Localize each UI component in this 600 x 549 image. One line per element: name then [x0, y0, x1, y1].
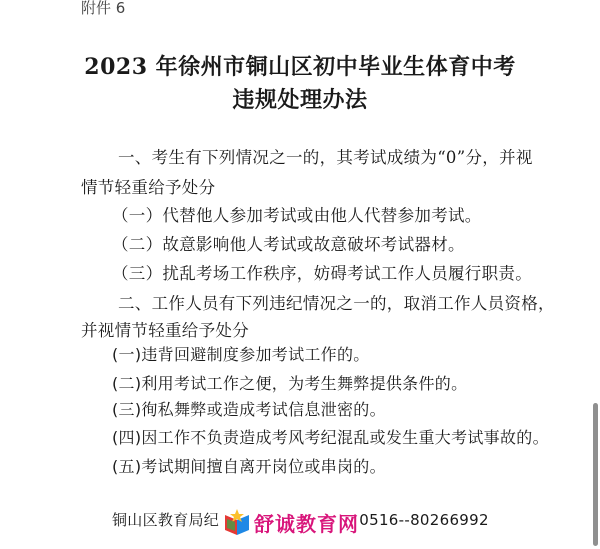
section1-heading-cont: 情节轻重给予处分 [81, 178, 216, 197]
footer-phone: 0516--80266992 [359, 511, 489, 529]
section1-item3: （三）扰乱考场工作秩序，妨碍考试工作人员履行职责。 [112, 264, 532, 283]
section2-item3: (三)徇私舞弊或造成考试信息泄密的。 [112, 400, 386, 419]
document-title-line1: 2023 年徐州市铜山区初中毕业生体育中考 [84, 54, 516, 80]
attachment-label: 附件 6 [81, 0, 126, 17]
vertical-scrollbar[interactable] [593, 403, 598, 546]
watermark-text: 舒诚教育网 [254, 511, 359, 536]
section1-item2: （二）故意影响他人考试或故意破坏考试器材。 [112, 235, 465, 254]
watermark [222, 507, 372, 537]
document-title-line2: 违规处理办法 [232, 87, 368, 113]
section1-item1: （一）代替他人参加考试或由他人代替参加考试。 [112, 206, 482, 225]
section2-heading-cont: 并视情节轻重给予处分 [81, 321, 249, 340]
footer-org: 铜山区教育局纪 [112, 511, 220, 529]
section1-heading: 一、考生有下列情况之一的，其考试成绩为“0”分，并视 [118, 148, 533, 167]
section2-heading: 二、工作人员有下列违纪情况之一的，取消工作人员资格， [118, 294, 555, 313]
watermark-logo-icon [222, 507, 252, 537]
section2-item4: (四)因工作不负责造成考风考纪混乱或发生重大考试事故的。 [112, 428, 549, 447]
section2-item1: (一)违背回避制度参加考试工作的。 [112, 345, 370, 364]
section2-item5: (五)考试期间擅自离开岗位或串岗的。 [112, 457, 386, 476]
section2-item2: (二)利用考试工作之便，为考生舞弊提供条件的。 [112, 374, 468, 393]
